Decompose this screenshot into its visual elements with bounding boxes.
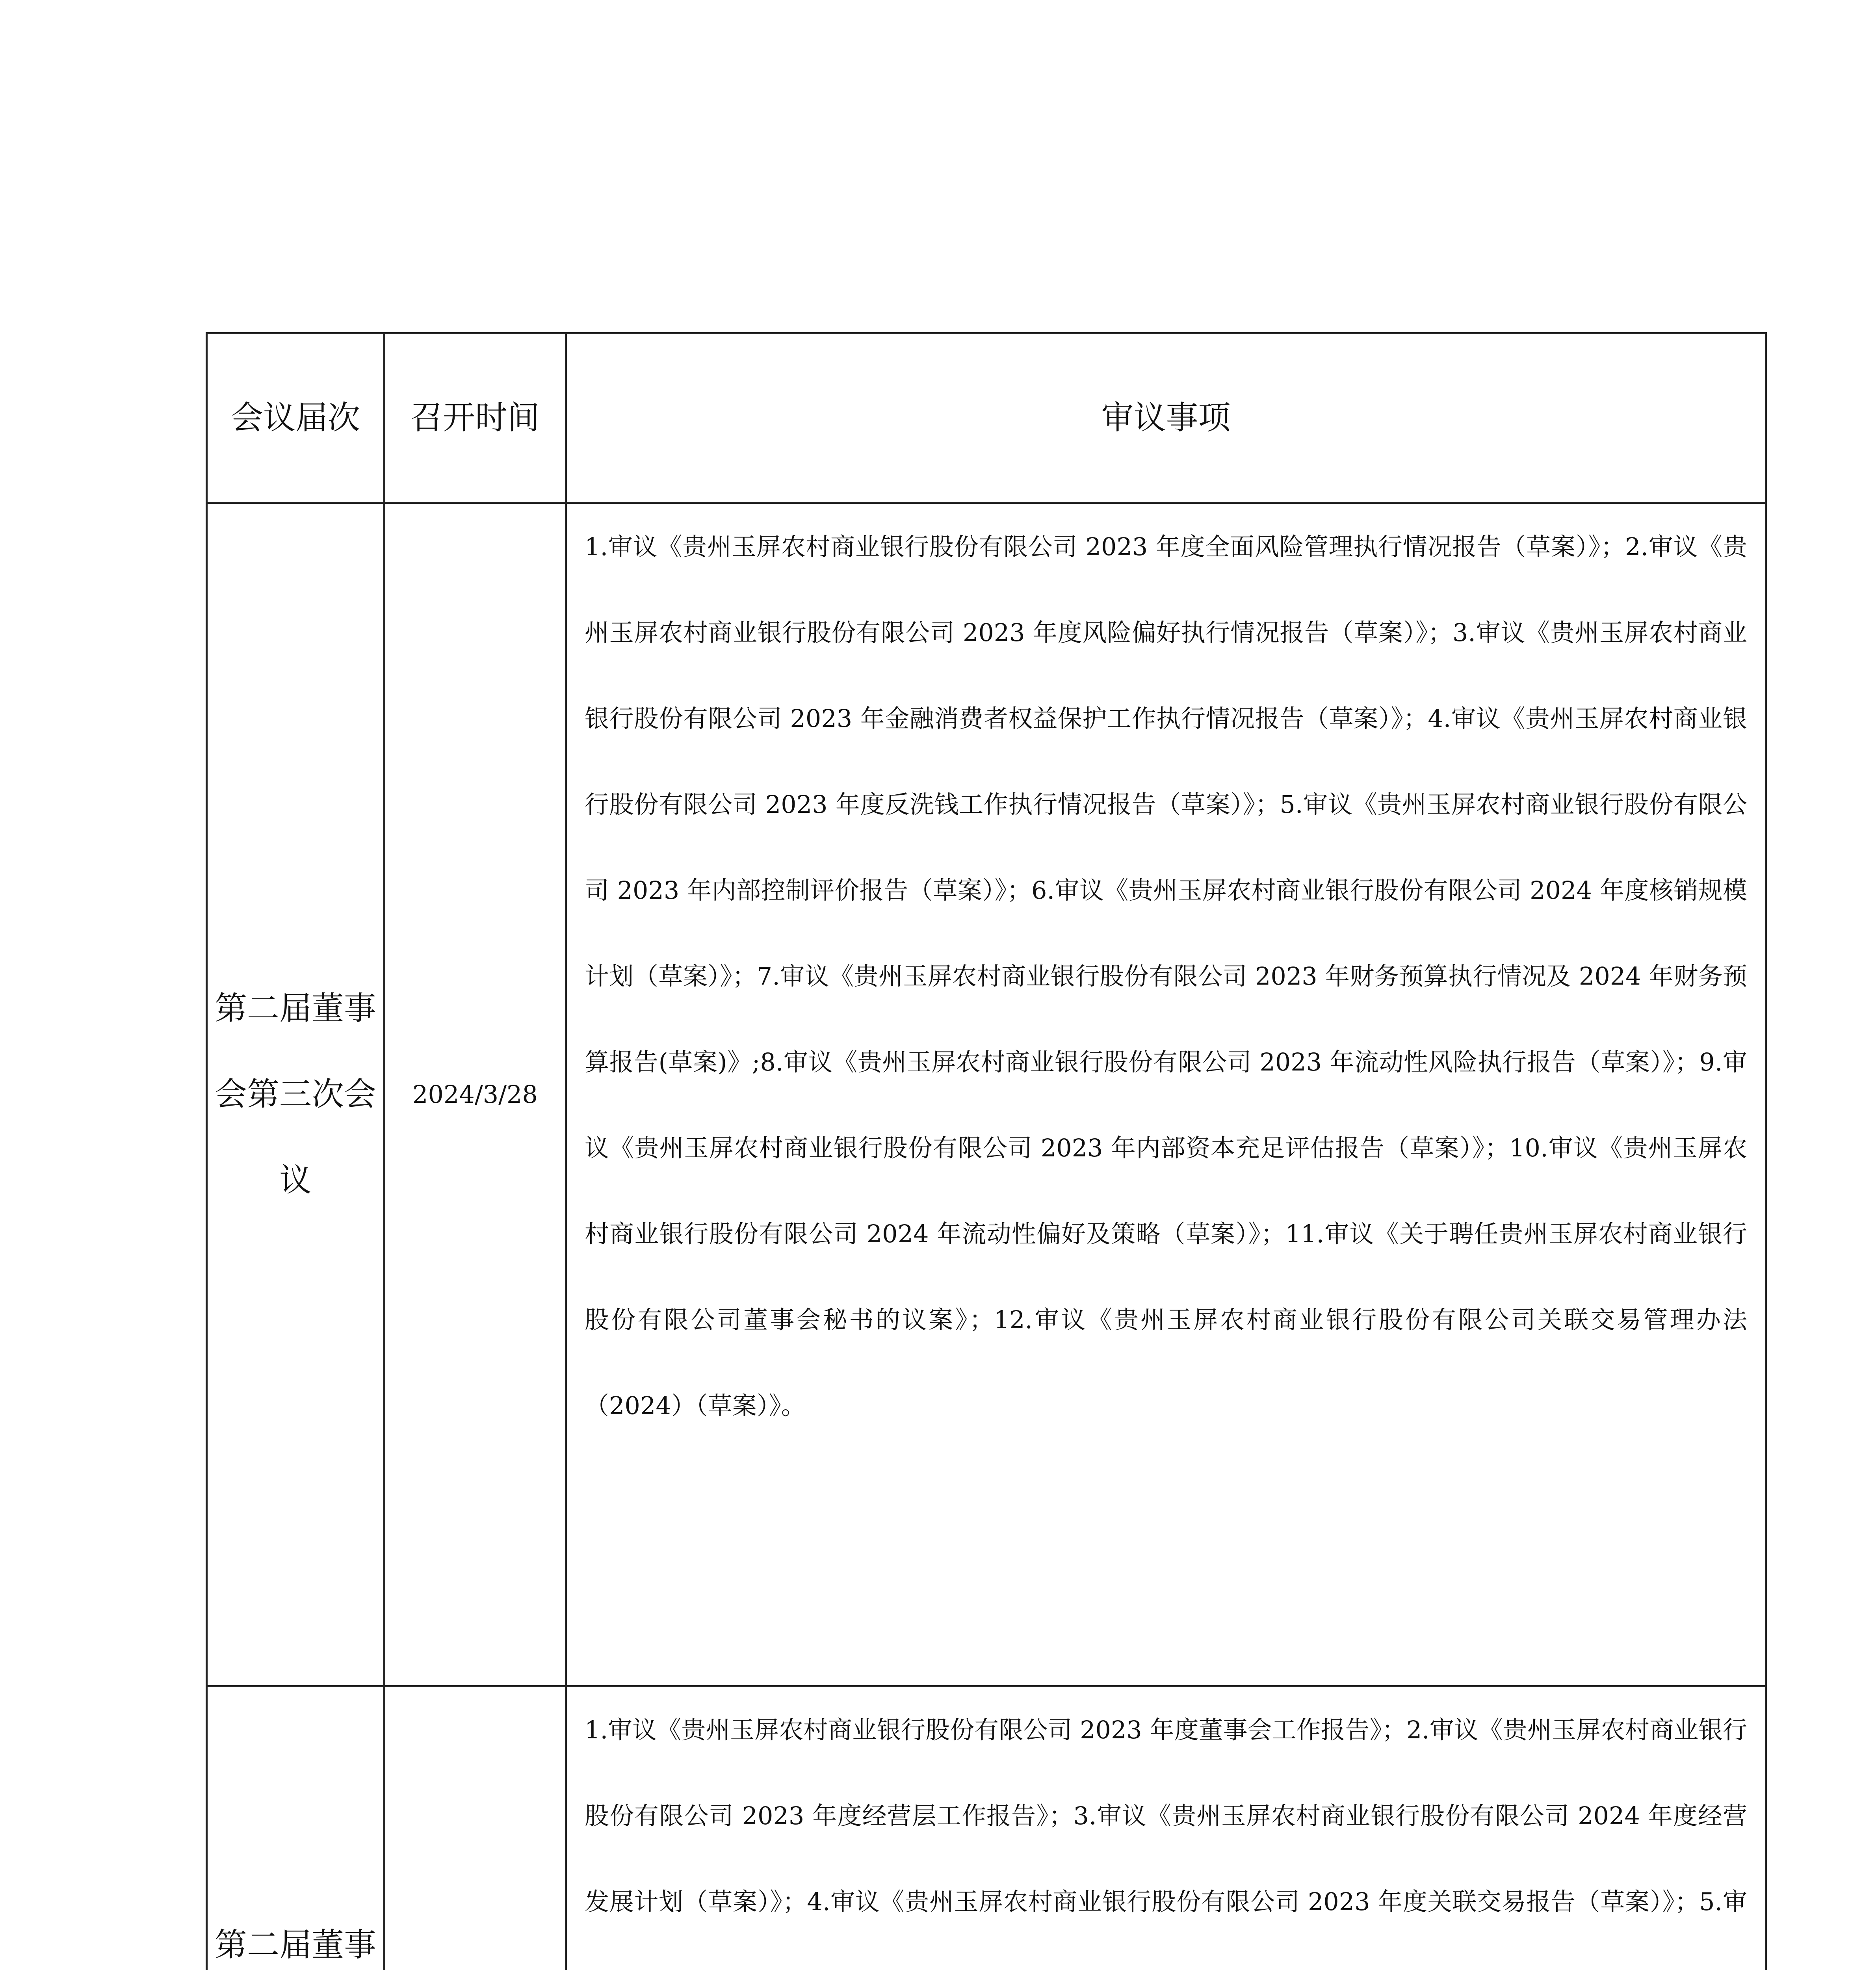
items-cell <box>566 1686 1766 1970</box>
date-cell: 2024/3/28 <box>384 503 566 1686</box>
table-row <box>207 1686 1766 1970</box>
header-date: 召开时间 <box>384 333 566 503</box>
session-cell: 第二届董事会第三次会议 <box>207 503 384 1686</box>
items-cell <box>566 503 1766 1686</box>
header-session: 会议届次 <box>207 333 384 503</box>
table-row <box>207 503 1766 1686</box>
session-cell: 第二届董事 <box>207 1686 384 1970</box>
items-text: 1.审议《贵州玉屏农村商业银行股份有限公司 2023 年度董事会工作报告》；2.审议《贵州玉屏农村商业银行股份有限公司 2023 年度经营层工作报告》；3.审议《贵州玉屏农村商业银行股份有限公司 2024 年度经营发展计划（草案）》；4.审议《贵州玉屏农村商业银行股份有限公司 2023 年度关联交易报告（草案）》；5.审 <box>585 1715 1747 1916</box>
date-cell <box>384 1686 566 1970</box>
header-items: 审议事项 <box>566 333 1766 503</box>
table-header-row <box>207 333 1766 503</box>
items-text: 1.审议《贵州玉屏农村商业银行股份有限公司 2023 年度全面风险管理执行情况报告（草案）》；2.审议《贵州玉屏农村商业银行股份有限公司 2023 年度风险偏好执行情况报告（草案）》；3.审议《贵州玉屏农村商业银行股份有限公司 2023 年金融消费者权益保护工作执行情况报告（草案）》；4.审议《贵州玉屏农村商业银行股份有限公司 2023 年度反洗钱工作执行情况报告（草案）》；5.审议《贵州玉屏农村商业银行股份有限公司 2023 年内部控制评价报告（草案）》；6.审议《贵州玉屏农村商业银行股份有限公司 2024 年度核销规模计划（草案）》；7.审议《贵州玉屏农村商业银行股份有限公司 2023 年财务预算执行情况及 2024 年财务预算报告(草案)》;8.审议《贵州玉屏农村商业银行股份有限公司 2023 年流动性风险执行报告（草案）》；9.审议《贵州玉屏农村商业银行股份有限公司 2023 年内部资本充足评估报告（草案）》；10.审议《贵州玉屏农村商业银行股份有限公司 2024 年流动性偏好及策略（草案）》；11.审议《关于聘任贵州玉屏农村商业银行股份有限公司董事会秘书的议案》；12.审议《贵州玉屏农村商业银行股份有限公司关联交易管理办法（2024）（草案）》。 <box>585 532 1747 1420</box>
board-meetings-table <box>206 332 1767 1970</box>
